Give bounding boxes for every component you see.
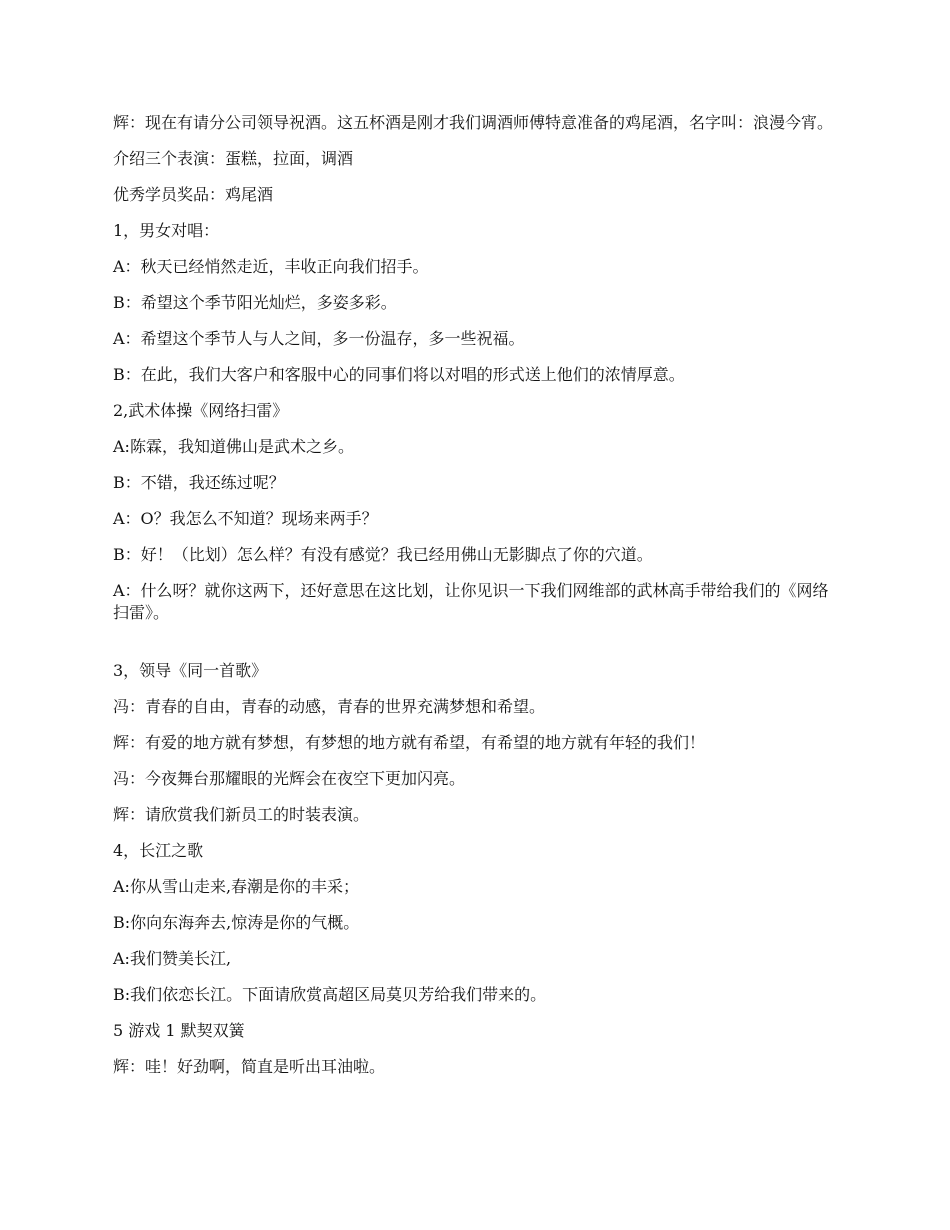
- paragraph-dialogue: 冯：今夜舞台那耀眼的光辉会在夜空下更加闪亮。: [113, 769, 466, 788]
- paragraph-dialogue: 辉：有爱的地方就有梦想，有梦想的地方就有希望，有希望的地方就有年轻的我们！: [113, 733, 706, 752]
- paragraph-dialogue: A:我们赞美长江,: [113, 949, 232, 968]
- paragraph-performances: 介绍三个表演：蛋糕，拉面，调酒: [113, 149, 354, 168]
- paragraph-dialogue: 辉：哇！好劲啊，简直是听出耳油啦。: [113, 1057, 386, 1076]
- paragraph-dialogue: B：在此，我们大客户和客服中心的同事们将以对唱的形式送上他们的浓情厚意。: [113, 365, 685, 384]
- section-heading-same-song: 3，领导《同一首歌》: [113, 661, 268, 680]
- section-heading-martial-arts: 2,武术体操《网络扫雷》: [113, 401, 289, 420]
- paragraph-toast-intro: 辉：现在有请分公司领导祝酒。这五杯酒是刚才我们调酒师傅特意准备的鸡尾酒，名字叫：浪漫今宵。: [113, 113, 834, 132]
- section-heading-game: 5 游戏 1 默契双簧: [113, 1021, 245, 1040]
- blank-line: [113, 638, 838, 660]
- paragraph-dialogue: B:你向东海奔去,惊涛是你的气概。: [113, 913, 360, 932]
- paragraph-dialogue: A:陈霖，我知道佛山是武术之乡。: [113, 437, 354, 456]
- paragraph-dialogue: A：O？我怎么不知道？现场来两手？: [113, 509, 378, 528]
- section-heading-yangtze: 4，长江之歌: [113, 841, 204, 860]
- paragraph-dialogue: B：好！（比划）怎么样？有没有感觉？我已经用佛山无影脚点了你的穴道。: [113, 545, 653, 564]
- paragraph-dialogue: 冯：青春的自由，青春的动感，青春的世界充满梦想和希望。: [113, 697, 546, 716]
- paragraph-dialogue: B:我们依恋长江。下面请欣赏高超区局莫贝芳给我们带来的。: [113, 985, 547, 1004]
- paragraph-dialogue: 辉：请欣赏我们新员工的时装表演。: [113, 805, 370, 824]
- paragraph-dialogue: B：不错，我还练过呢？: [113, 473, 285, 492]
- paragraph-dialogue: A：秋天已经悄然走近，丰收正向我们招手。: [113, 257, 429, 276]
- paragraph-dialogue: A：什么呀？就你这两下，还好意思在这比划，让你见识一下我们网维部的武林高手带给我们的《网络扫雷》。: [113, 581, 829, 622]
- paragraph-dialogue: A:你从雪山走来,春潮是你的丰采；: [113, 877, 360, 896]
- paragraph-dialogue: A：希望这个季节人与人之间，多一份温存，多一些祝福。: [113, 329, 525, 348]
- document-page: [113, 112, 838, 1092]
- paragraph-award: 优秀学员奖品：鸡尾酒: [113, 185, 274, 204]
- section-heading-duet: 1，男女对唱：: [113, 221, 220, 240]
- paragraph-dialogue: B：希望这个季节阳光灿烂，多姿多彩。: [113, 293, 397, 312]
